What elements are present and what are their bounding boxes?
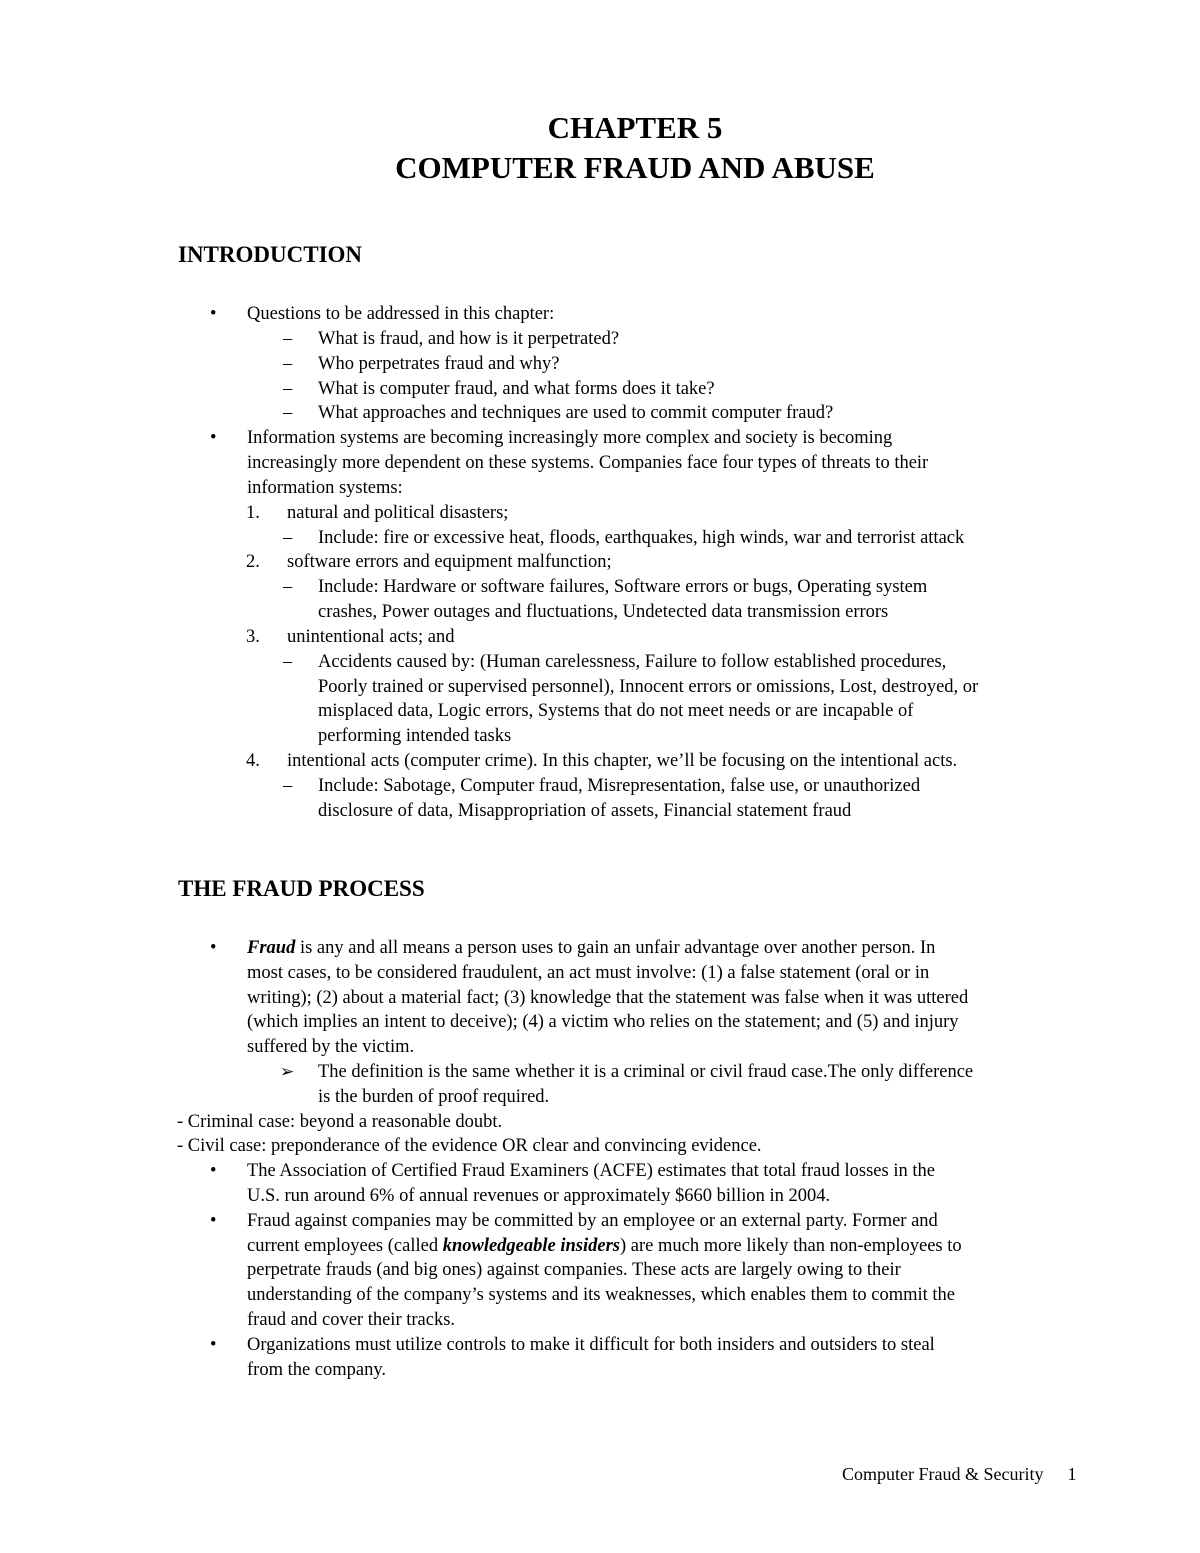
fraud-definition-text: is any and all means a person uses to gain an unfair advantage over another person. In: [295, 938, 936, 958]
question-item: What approaches and techniques are used to commit computer fraud?: [318, 403, 834, 423]
dash-icon: –: [283, 379, 293, 399]
controls-line: Organizations must utilize controls to make it difficult for both insiders and outsiders to steal: [247, 1335, 935, 1355]
civil-case-line: - Civil case: preponderance of the evidence OR clear and convincing evidence.: [177, 1136, 762, 1156]
page-number: 1: [1067, 1464, 1077, 1484]
bullet-icon: •: [210, 1211, 217, 1231]
fraud-definition-line: most cases, to be considered fraudulent, an act must involve: (1) a false statement (oral or in: [247, 963, 930, 983]
threat-detail: misplaced data, Logic errors, Systems that do not meet needs or are incapable of: [318, 701, 914, 721]
intro-bullet-questions: Questions to be addressed in this chapter:: [247, 304, 555, 324]
dash-icon: –: [283, 652, 293, 672]
knowledgeable-insiders-term: knowledgeable insiders: [442, 1236, 620, 1256]
dash-icon: –: [283, 776, 293, 796]
question-item: What is computer fraud, and what forms does it take?: [318, 379, 715, 399]
employee-fraud-line: fraud and cover their tracks.: [247, 1310, 456, 1330]
intro-paragraph-line: increasingly more dependent on these systems. Companies face four types of threats to their: [247, 453, 929, 473]
threat-detail: disclosure of data, Misappropriation of assets, Financial statement fraud: [318, 801, 852, 821]
threat-label: natural and political disasters;: [287, 503, 509, 523]
threat-detail: Include: Sabotage, Computer fraud, Misrepresentation, false use, or unauthorized: [318, 776, 921, 796]
bullet-icon: •: [210, 938, 217, 958]
dash-icon: –: [283, 577, 293, 597]
question-item: What is fraud, and how is it perpetrated?: [318, 329, 620, 349]
threat-label: intentional acts (computer crime). In this chapter, we’ll be focusing on the intentional acts.: [287, 751, 958, 771]
employee-fraud-line: [247, 1234, 962, 1259]
controls-line: from the company.: [247, 1360, 387, 1380]
threat-label: unintentional acts; and: [287, 627, 455, 647]
page-footer: [842, 1462, 1076, 1487]
dash-icon: –: [283, 354, 293, 374]
footer-label: Computer Fraud & Security: [842, 1464, 1044, 1484]
definition-note-line: is the burden of proof required.: [318, 1087, 550, 1107]
bullet-icon: •: [210, 304, 217, 324]
threat-detail: Include: Hardware or software failures, Software errors or bugs, Operating system: [318, 577, 928, 597]
employee-fraud-text: ) are much more likely than non-employees to: [620, 1236, 962, 1256]
threat-detail: crashes, Power outages and fluctuations, Undetected data transmission errors: [318, 602, 889, 622]
chapter-number: CHAPTER 5: [547, 110, 723, 145]
threat-number: 2.: [246, 552, 260, 572]
chapter-title: COMPUTER FRAUD AND ABUSE: [395, 150, 875, 185]
threat-detail: Accidents caused by: (Human carelessness, Failure to follow established procedures,: [318, 652, 947, 672]
employee-fraud-line: Fraud against companies may be committed by an employee or an external party. Former and: [247, 1211, 938, 1231]
intro-paragraph-line: Information systems are becoming increasingly more complex and society is becoming: [247, 428, 893, 448]
acfe-line: U.S. run around 6% of annual revenues or approximately $660 billion in 2004.: [247, 1186, 831, 1206]
acfe-line: The Association of Certified Fraud Examiners (ACFE) estimates that total fraud losses in the: [247, 1161, 935, 1181]
section-heading-introduction: INTRODUCTION: [178, 242, 363, 267]
criminal-case-line: - Criminal case: beyond a reasonable doubt.: [177, 1112, 503, 1132]
threat-label: software errors and equipment malfunction;: [287, 552, 612, 572]
dash-icon: –: [283, 329, 293, 349]
threat-detail: performing intended tasks: [318, 726, 512, 746]
bullet-icon: •: [210, 1161, 217, 1181]
threat-number: 4.: [246, 751, 260, 771]
employee-fraud-text: current employees (called: [247, 1236, 443, 1256]
threat-number: 1.: [246, 503, 260, 523]
fraud-definition-line: writing); (2) about a material fact; (3) knowledge that the statement was false when it was uttered: [247, 988, 969, 1008]
threat-number: 3.: [246, 627, 260, 647]
fraud-definition-line: suffered by the victim.: [247, 1037, 415, 1057]
intro-paragraph-line: information systems:: [247, 478, 403, 498]
employee-fraud-line: understanding of the company’s systems and its weaknesses, which enables them to commit the: [247, 1285, 955, 1305]
fraud-definition-line: [247, 936, 935, 961]
employee-fraud-line: perpetrate frauds (and big ones) against companies. These acts are largely owing to their: [247, 1260, 901, 1280]
fraud-definition-line: (which implies an intent to deceive); (4) a victim who relies on the statement; and (5) and injury: [247, 1012, 959, 1032]
bullet-icon: •: [210, 428, 217, 448]
section-heading-fraud-process: THE FRAUD PROCESS: [178, 876, 425, 901]
arrow-bullet-icon: ➢: [280, 1062, 295, 1081]
fraud-term: Fraud: [247, 938, 296, 958]
threat-detail: Include: fire or excessive heat, floods, earthquakes, high winds, war and terrorist attack: [318, 528, 965, 548]
definition-note-line: The definition is the same whether it is a criminal or civil fraud case.The only difference: [318, 1062, 974, 1082]
threat-detail: Poorly trained or supervised personnel), Innocent errors or omissions, Lost, destroyed, or: [318, 677, 979, 697]
dash-icon: –: [283, 403, 293, 423]
dash-icon: –: [283, 528, 293, 548]
bullet-icon: •: [210, 1335, 217, 1355]
question-item: Who perpetrates fraud and why?: [318, 354, 560, 374]
